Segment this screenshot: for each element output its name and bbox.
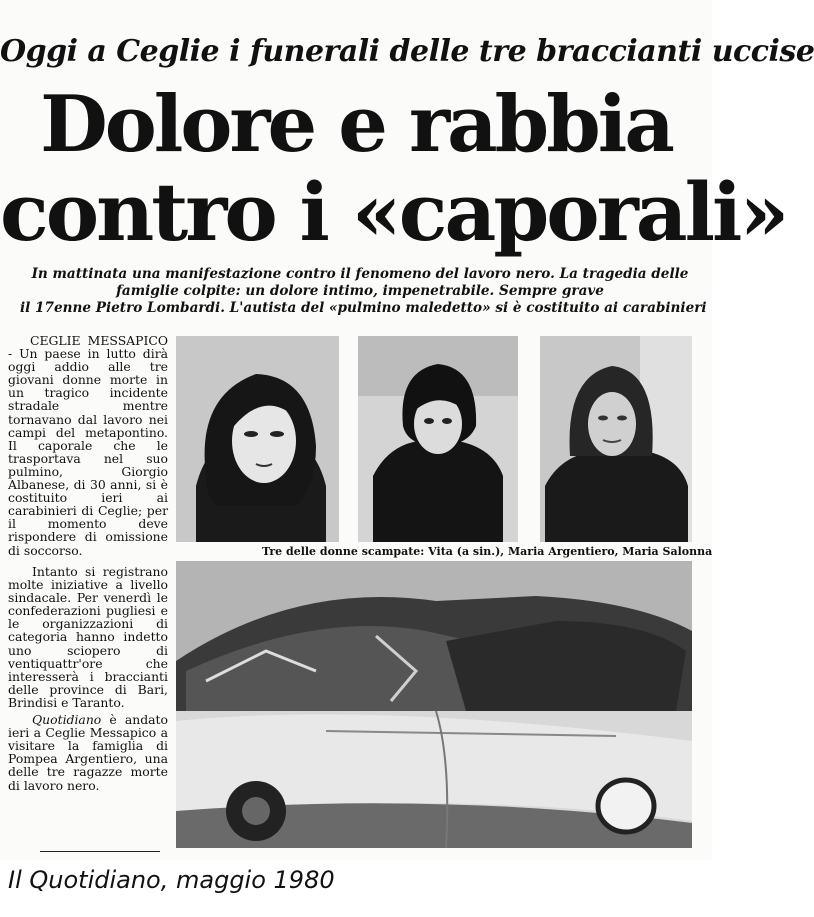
deck-line: In mattinata una manifestazione contro il fenomeno del lavoro nero. La tragedia delle xyxy=(31,266,689,282)
body-column-part-1 xyxy=(8,334,168,557)
deck-line: famiglie colpite: un dolore intimo, impenetrabile. Sempre grave xyxy=(116,283,604,299)
photo-caption: Tre delle donne scampate: Vita (a sin.), Maria Argentiero, Maria Salonna xyxy=(262,545,713,558)
photo-woman-center xyxy=(358,336,518,542)
body-column-part-2 xyxy=(8,565,168,792)
photo-woman-center-image xyxy=(358,336,518,542)
source-credit: Il Quotidiano, maggio 1980 xyxy=(8,866,335,894)
newspaper-name: Quotidiano xyxy=(32,712,102,728)
photo-woman-right-image xyxy=(540,336,692,542)
main-headline-line-2: contro i «caporali» xyxy=(0,165,787,259)
body-paragraph xyxy=(8,713,168,792)
body-paragraph: CEGLIE MESSAPICO - Un paese in lutto dirà oggi addio alle tre giovani donne morte in un tragico incidente stradale mentre tornavano dal lavoro nei campi del metapontino. Il caporale che le trasportava nel suo pulmino, Giorgio Albanese, di 30 anni, si è costituito ieri ai carabinieri di Ceglie; per il momento deve rispondere di omissione di soccorso. xyxy=(8,333,168,558)
photo-woman-right xyxy=(540,336,692,542)
main-headline-line-1: Dolore e rabbia xyxy=(40,79,672,170)
column-end-rule xyxy=(40,851,160,852)
deck-line: il 17enne Pietro Lombardi. L'autista del «pulmino maledetto» si è costituito ai carabinieri xyxy=(20,300,707,316)
photo-woman-left xyxy=(176,336,339,542)
body-paragraph: Intanto si registrano molte iniziative a livello sindacale. Per venerdì le confederazioni pugliesi e le organizzazioni di categoria hanno indetto uno sciopero di ventiquattr'ore che interesserà i braccianti delle province di Bari, Brindisi e Taranto. xyxy=(8,564,168,710)
photo-woman-left-image xyxy=(176,336,339,542)
deck-subheadline xyxy=(20,266,707,317)
photo-wrecked-car-image xyxy=(176,561,692,848)
photo-wrecked-car xyxy=(176,561,692,848)
body-text: è andato ieri a Ceglie Messapico a visitare la famiglia di Pompea Argentiero, una delle tre ragazze morte di lavoro nero. xyxy=(8,712,168,793)
kicker-headline: Oggi a Ceglie i funerali delle tre braccianti uccise xyxy=(0,34,814,69)
